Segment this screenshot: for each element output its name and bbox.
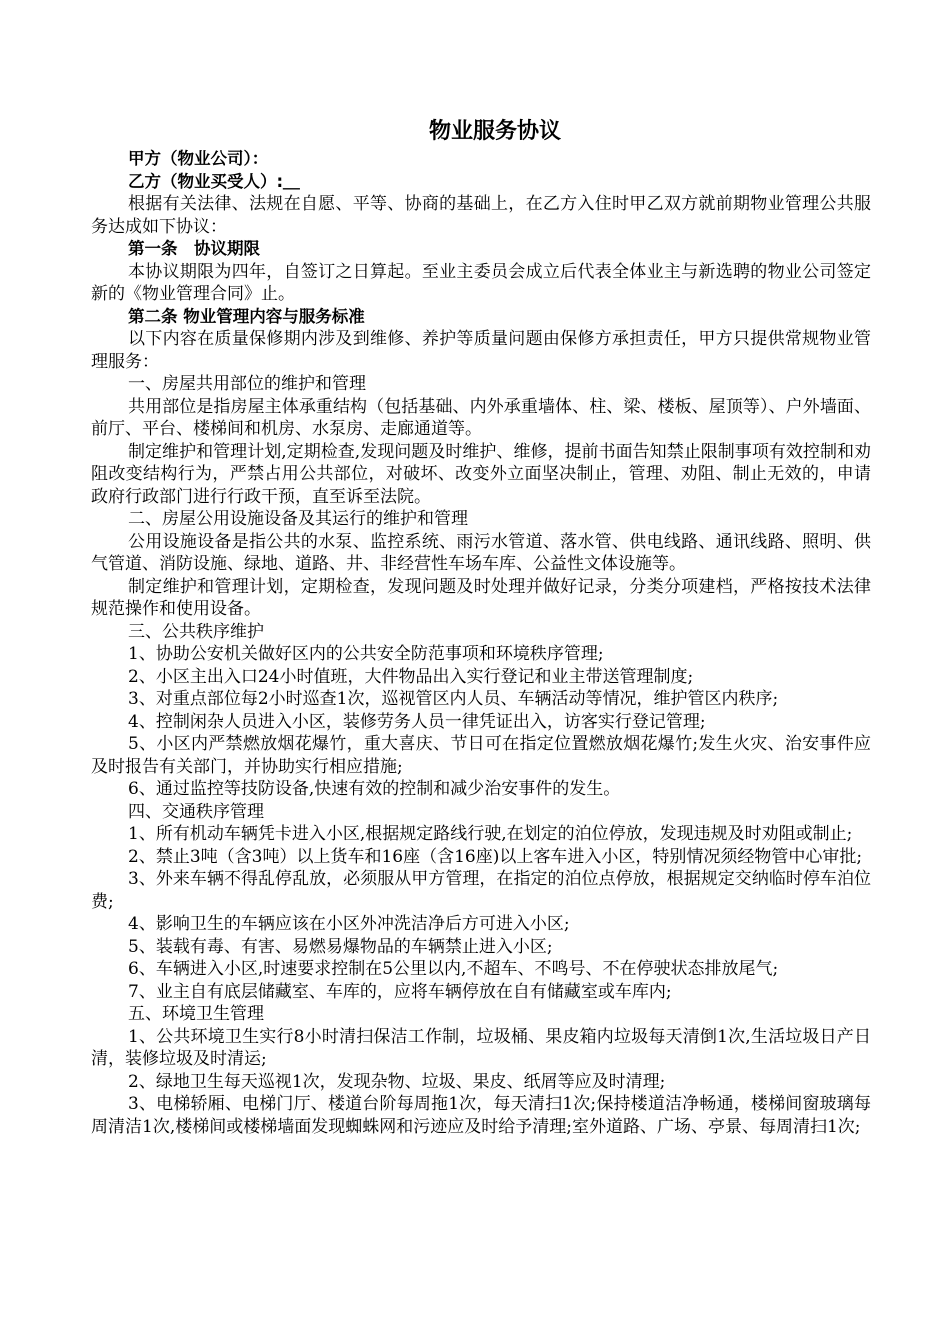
section-1-paragraph: 制定维护和管理计划,定期检查,发现问题及时维护、维修，提前书面告知禁止限制事项有效控制和劝阻改变结构行为，严禁占用公共部位，对破坏、改变外立面坚决制止，管理、劝阻、制止无效的，申请政府行政部门进行行政干预，直至诉至法院。 bbox=[91, 441, 871, 507]
section-4-item: 6、车辆进入小区,时速要求控制在5公里以内,不超车、不鸣号、不在停驶状态排放尾气; bbox=[128, 959, 779, 979]
section-5-item: 1、公共环境卫生实行8小时清扫保洁工作制，垃圾桶、果皮箱内垃圾每天清倒1次,生活垃圾日产日清，装修垃圾及时清运; bbox=[91, 1026, 871, 1069]
party-b-line: 乙方（物业买受人）:＿ bbox=[128, 171, 300, 191]
section-3-item: 5、小区内严禁燃放烟花爆竹，重大喜庆、节日可在指定位置燃放烟花爆竹;发生火灾、治安事件应及时报告有关部门，并协助实行相应措施; bbox=[91, 734, 871, 777]
article-2-heading: 第二条 物业管理内容与服务标准 bbox=[128, 306, 365, 326]
section-4-item: 2、禁止3吨（含3吨）以上货车和16座（含16座)以上客车进入小区，特别情况须经物管中心审批; bbox=[128, 846, 863, 867]
section-5-item: 3、电梯轿厢、电梯门厅、楼道台阶每周拖1次，每天清扫1次;保持楼道洁净畅通，楼梯间窗玻璃每周清洁1次,楼梯间或楼梯墙面发现蜘蛛网和污迹应及时给予清理;室外道路、广场、亭景、每周清扫1次; bbox=[91, 1094, 871, 1137]
section-3-item: 2、小区主出入口24小时值班，大件物品出入实行登记和业主带送管理制度; bbox=[128, 666, 694, 687]
section-3-item: 1、协助公安机关做好区内的公共安全防范事项和环境秩序管理; bbox=[128, 644, 604, 664]
section-4-item: 7、业主自有底层储藏室、车库的，应将车辆停放在自有储藏室或车库内; bbox=[128, 981, 672, 1002]
article-1-text: 本协议期限为四年，自签订之日算起。至业主委员会成立后代表全体业主与新选聘的物业公司签定新的《物业管理合同》止。 bbox=[91, 261, 871, 304]
section-4-item: 4、影响卫生的车辆应该在小区外冲洗洁净后方可进入小区; bbox=[128, 914, 570, 934]
section-3-item: 6、通过监控等技防设备,快速有效的控制和减少治安事件的发生。 bbox=[128, 779, 621, 799]
article-1-heading: 第一条 协议期限 bbox=[128, 239, 260, 258]
section-4-item: 3、外来车辆不得乱停乱放，必须服从甲方管理，在指定的泊位点停放，根据规定交纳临时停车泊位费; bbox=[91, 869, 871, 912]
section-1-heading: 一、房屋共用部位的维护和管理 bbox=[128, 374, 366, 394]
section-3-item: 3、对重点部位每2小时巡查1次，巡视管区内人员、车辆活动等情况，维护管区内秩序; bbox=[128, 689, 779, 709]
section-3-heading: 三、公共秩序维护 bbox=[128, 621, 264, 642]
section-4-heading: 四、交通秩序管理 bbox=[128, 801, 264, 822]
section-1-paragraph: 共用部位是指房屋主体承重结构（包括基础、内外承重墙体、柱、梁、楼板、屋顶等）、户外墙面、前厅、平台、楼梯间和机房、水泵房、走廊通道等。 bbox=[91, 396, 871, 439]
section-2-paragraph: 制定维护和管理计划，定期检查，发现问题及时处理并做好记录，分类分项建档，严格按技术法律规范操作和使用设备。 bbox=[91, 576, 871, 619]
section-2-paragraph: 公用设施设备是指公共的水泵、监控系统、雨污水管道、落水管、供电线路、通讯线路、照明、供气管道、消防设施、绿地、道路、井、非经营性车场车库、公益性文体设施等。 bbox=[91, 531, 871, 574]
section-5-heading: 五、环境卫生管理 bbox=[128, 1004, 264, 1024]
document-body bbox=[91, 148, 871, 1138]
section-3-item: 4、控制闲杂人员进入小区，装修劳务人员一律凭证出入，访客实行登记管理; bbox=[128, 711, 706, 732]
section-2-heading: 二、房屋公用设施设备及其运行的维护和管理 bbox=[128, 509, 468, 529]
party-a-line: 甲方（物业公司）： bbox=[128, 149, 269, 168]
intro-paragraph: 根据有关法律、法规在自愿、平等、协商的基础上，在乙方入住时甲乙双方就前期物业管理公共服务达成如下协议： bbox=[91, 194, 871, 237]
section-4-item: 5、装载有毒、有害、易燃易爆物品的车辆禁止进入小区; bbox=[128, 936, 553, 957]
section-5-item: 2、绿地卫生每天巡视1次，发现杂物、垃圾、果皮、纸屑等应及时清理; bbox=[128, 1071, 666, 1092]
section-4-item: 1、所有机动车辆凭卡进入小区,根据规定路线行驶,在划定的泊位停放，发现违规及时劝阻或制止; bbox=[128, 824, 853, 844]
article-2-intro: 以下内容在质量保修期内涉及到维修、养护等质量问题由保修方承担责任，甲方只提供常规物业管理服务： bbox=[91, 329, 871, 372]
document-title: 物业服务协议 bbox=[428, 119, 561, 144]
